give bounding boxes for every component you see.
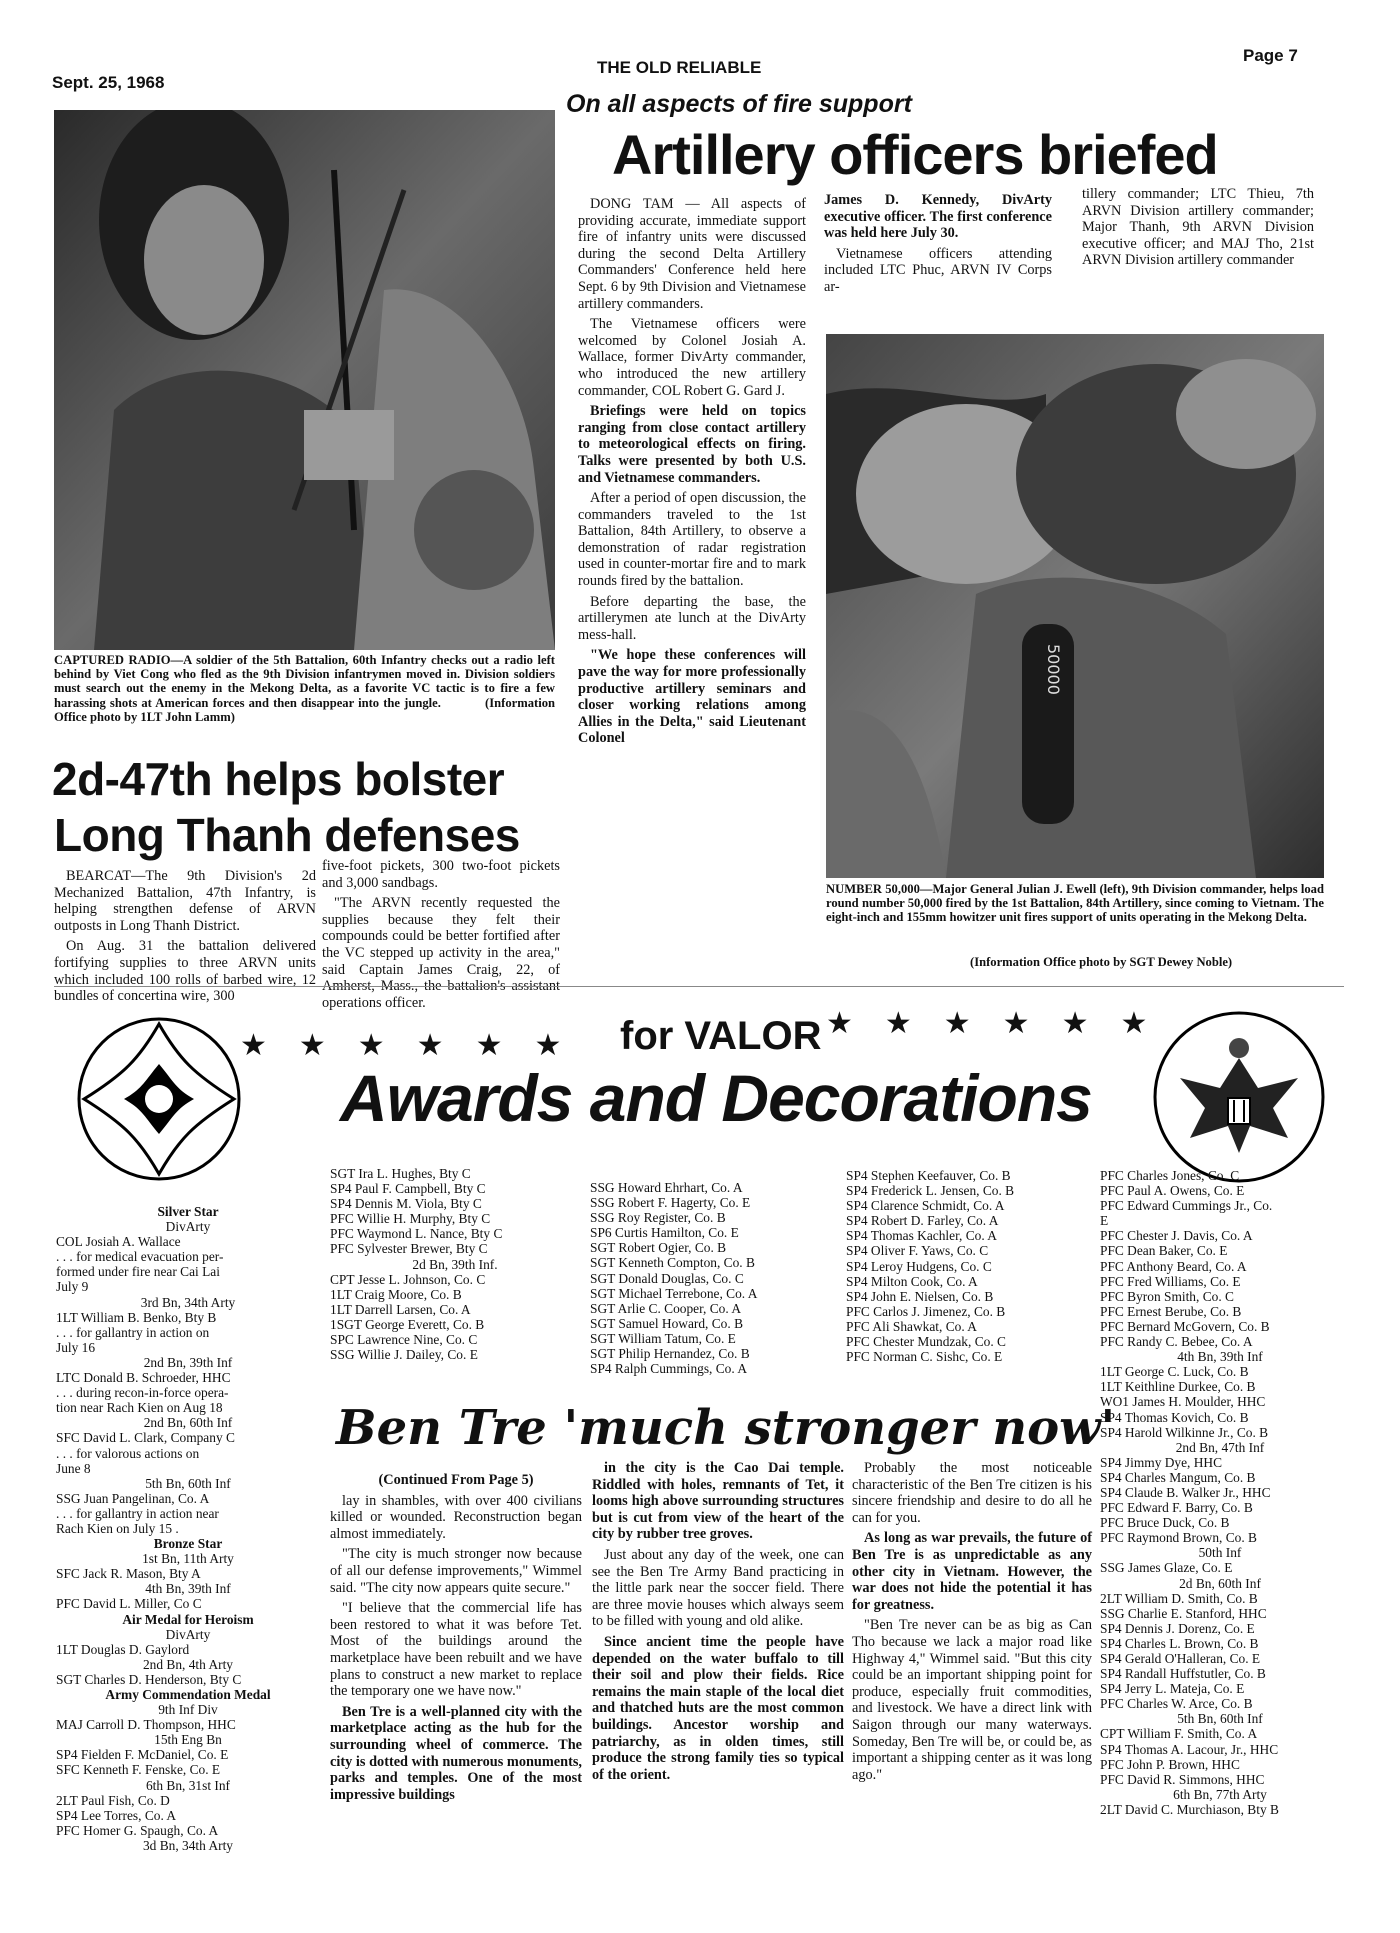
ben-tre-paragraph: lay in shambles, with over 400 civilians killed or wounded. Reconstruction began almost immediately. xyxy=(330,1492,582,1542)
award-entry: CPT Jesse L. Johnson, Co. C xyxy=(330,1271,486,1287)
award-entry: 2nd Bn, 60th Inf xyxy=(143,1415,233,1431)
ben-tre-paragraph: "The city is much stronger now because of all our defense improvements," Wimmel said. "The city now appears quite secure." xyxy=(330,1546,582,1596)
award-entry: 5th Bn, 60th Inf xyxy=(1177,1711,1263,1727)
award-entry: SP4 Paul F. Campbell, Bty C xyxy=(330,1181,486,1197)
ben-tre-paragraph: "Ben Tre never can be as big as Can Tho because we lack a major road like Highway 4," Wimmel said. "But this city could be an important shipping point for produce, especially fruit commodities, and livestock. We have a direct link with Saigon through our many waterways. Someday, Ben Tre will be, or could be, as important a shipping center as it was long ago." xyxy=(852,1617,1092,1783)
ben-tre-paragraph: As long as war prevails, the future of Ben Tre is as unpredictable as any other city in Vietnam. However, the war does not hide the potential it has for greatness. xyxy=(852,1530,1092,1613)
award-entry: . . . for gallantry in action on xyxy=(56,1324,210,1340)
ben-tre-paragraph: in the city is the Cao Dai temple. Riddled with holes, remnants of Tet, it looms high above surrounding structures but is cut from view of the heart of the city by rubber tree groves. xyxy=(592,1460,844,1543)
award-entry: SP4 Leroy Hudgens, Co. C xyxy=(846,1258,992,1274)
masthead: THE OLD RELIABLE xyxy=(597,58,762,77)
artillery-column-1 xyxy=(578,196,806,751)
octofoil-insignia-icon xyxy=(64,1004,254,1194)
award-entry: PFC David L. Miller, Co C xyxy=(56,1596,202,1612)
award-entry: 50th Inf xyxy=(1198,1545,1242,1561)
award-entry: SP4 Clarence Schmidt, Co. A xyxy=(846,1198,1005,1214)
award-entry: SP4 Jimmy Dye, HHC xyxy=(1100,1454,1223,1470)
issue-date: Sept. 25, 1968 xyxy=(52,73,165,92)
award-entry: PFC Bruce Duck, Co. B xyxy=(1100,1515,1230,1531)
award-entry: 2LT William D. Smith, Co. B xyxy=(1100,1590,1258,1606)
award-entry: Air Medal for Heroism xyxy=(122,1611,254,1627)
ben-tre-paragraph: Since ancient time the people have depended on the water buffalo to till their soil and plow their fields. Rice remains the main staple of the local diet and thatched huts are the most common buildings. Ancestor worship and patriarchy, as in olden times, still produce the strong family ties so typical of the orient. xyxy=(592,1633,844,1783)
artillery-paragraph: James D. Kennedy, DivArty executive officer. The first conference was held here July 30. xyxy=(824,192,1052,242)
award-entry: formed under fire near Cai Lai xyxy=(56,1264,220,1280)
long-thanh-paragraph: "The ARVN recently requested the supplies because they felt their compounds could be better fortified after the VC stepped up activity in the area," said Captain James Craig, 22, of Amherst, Mass., the battalion's assistant operations officer. xyxy=(322,895,560,1011)
artillery-paragraph: The Vietnamese officers were welcomed by Colonel Josiah A. Wallace, former DivArty commander, who introduced the new artillery commander, COL Robert G. Gard J. xyxy=(578,316,806,399)
award-entry: PFC John P. Brown, HHC xyxy=(1100,1756,1240,1772)
award-entry: PFC Carlos J. Jimenez, Co. B xyxy=(846,1303,1006,1319)
award-entry: PFC Paul A. Owens, Co. E xyxy=(1100,1183,1245,1199)
award-entry: SFC Kenneth F. Fenske, Co. E xyxy=(56,1762,221,1778)
award-entry: 2nd Bn, 47th Inf xyxy=(1175,1439,1265,1455)
award-entry: SSG Robert F. Hagerty, Co. E xyxy=(590,1195,751,1211)
award-entry: . . . for medical evacuation per- xyxy=(56,1249,224,1265)
award-entry: PFC Norman C. Sishc, Co. E xyxy=(846,1349,1003,1365)
award-entry: PFC Edward F. Barry, Co. B xyxy=(1100,1500,1253,1516)
ben-tre-paragraph: Probably the most noticeable characteristic of the Ben Tre citizen is his sincere friendship and desire to do all he can for you. xyxy=(852,1460,1092,1526)
awards-column-3 xyxy=(590,1180,840,1376)
round-50000-caption xyxy=(826,882,1324,925)
award-entry: 1LT Douglas D. Gaylord xyxy=(56,1641,190,1657)
award-entry: COL Josiah A. Wallace xyxy=(56,1234,181,1250)
award-entry: 1SGT George Everett, Co. B xyxy=(330,1316,485,1332)
award-entry: SP4 Stephen Keefauver, Co. B xyxy=(846,1168,1011,1183)
award-entry: SP4 Fielden F. McDaniel, Co. E xyxy=(56,1747,229,1763)
award-entry: PFC Raymond Brown, Co. B xyxy=(1100,1530,1257,1546)
long-thanh-paragraph: On Aug. 31 the battalion delivered fortifying supplies to three ARVN units which included 100 rolls of barbed wire, 12 bundles of concertina wire, 300 xyxy=(54,938,316,1005)
award-entry: DivArty xyxy=(165,1626,211,1642)
round-50000-caption-text: Major General Julian J. Ewell (left), 9th Division commander, helps load round number 50,000 fired by the 1st Battalion, 84th Artillery, since coming to Vietnam. The eight-inch and 155mm howitzer unit fires support of units operating in the Mekong Delta. xyxy=(826,882,1324,925)
captured-radio-photo xyxy=(54,110,555,650)
awards-column-4 xyxy=(846,1168,1096,1364)
award-entry: SP4 Oliver F. Yaws, Co. C xyxy=(846,1243,989,1259)
award-entry: 3rd Bn, 34th Arty xyxy=(140,1294,236,1310)
division-insignia xyxy=(64,1004,254,1194)
artillery-column-2 xyxy=(824,192,1052,300)
artillery-paragraph: tillery commander; LTC Thieu, 7th ARVN Division artillery commander; Major Thanh, 9th ARVN Division executive officer; and MAJ Tho, 21st ARVN Division artillery commander xyxy=(1082,186,1314,269)
ben-tre-column-1 xyxy=(330,1472,582,1807)
award-entry: 2d Bn, 39th Inf. xyxy=(412,1256,498,1272)
awards-column-5 xyxy=(1100,1168,1340,1817)
award-entry: SGT Michael Terrebone, Co. A xyxy=(590,1285,758,1301)
award-entry: SGT Kenneth Compton, Co. B xyxy=(590,1255,755,1271)
award-entry: SP4 Lee Torres, Co. A xyxy=(56,1807,177,1823)
award-entry: LTC Donald B. Schroeder, HHC xyxy=(56,1370,231,1386)
ben-tre-paragraph: (Continued From Page 5) xyxy=(378,1472,534,1488)
award-entry: 2LT David C. Murchiason, Bty B xyxy=(1100,1801,1279,1817)
artillery-column-3 xyxy=(1082,186,1314,273)
award-entry: PFC Chester Mundzak, Co. C xyxy=(846,1334,1006,1350)
captured-radio-credit: (Information Office photo by 1LT John Lamm) xyxy=(54,695,555,724)
award-entry: June 8 xyxy=(56,1460,91,1476)
award-entry: Silver Star xyxy=(157,1204,219,1219)
award-entry: SPC Lawrence Nine, Co. C xyxy=(330,1332,478,1348)
award-entry: 1LT William B. Benko, Bty B xyxy=(56,1309,217,1325)
award-entry: SGT Philip Hernandez, Co. B xyxy=(590,1346,750,1362)
long-thanh-column-2 xyxy=(322,858,560,1015)
award-entry: PFC Ali Shawkat, Co. A xyxy=(846,1318,977,1334)
award-entry: Bronze Star xyxy=(153,1536,223,1552)
award-entry: 5th Bn, 60th Inf xyxy=(145,1475,231,1491)
award-entry: SGT Donald Douglas, Co. C xyxy=(590,1270,744,1286)
valor-label: for VALOR xyxy=(620,1014,822,1058)
award-entry: PFC Charles W. Arce, Co. B xyxy=(1100,1696,1253,1712)
award-entry: 6th Bn, 31st Inf xyxy=(145,1777,231,1793)
section-divider xyxy=(54,986,1344,987)
award-entry: PFC Ernest Berube, Co. B xyxy=(1100,1303,1242,1319)
ben-tre-paragraph: Just about any day of the week, one can see the Ben Tre Army Band practicing in the little park near the soccer field. There are three movie houses which always seem to be filled with young and old alike. xyxy=(592,1546,844,1630)
award-entry: 1st Bn, 11th Arty xyxy=(142,1551,234,1567)
long-thanh-paragraph: BEARCAT—The 9th Division's 2d Mechanized Battalion, 47th Infantry, is helping strengthen defense of ARVN outposts in Long Thanh District. xyxy=(54,868,316,934)
award-entry: SGT William Tatum, Co. E xyxy=(590,1330,736,1346)
award-entry: SSG Howard Ehrhart, Co. A xyxy=(590,1180,743,1195)
artillery-paragraph: Vietnamese officers attending included LTC Phuc, ARVN IV Corps ar- xyxy=(824,245,1052,295)
round-50000-caption-lead: NUMBER 50,000— xyxy=(826,882,933,896)
award-entry: SP4 Gerald O'Halleran, Co. E xyxy=(1100,1651,1261,1666)
award-entry: SGT Arlie C. Cooper, Co. A xyxy=(590,1300,741,1316)
award-entry: 1LT Craig Moore, Co. B xyxy=(330,1286,462,1302)
award-entry: SFC David L. Clark, Company C xyxy=(56,1430,235,1446)
award-entry: SP4 Randall Huffstutler, Co. B xyxy=(1100,1666,1266,1682)
award-entry: PFC Chester J. Davis, Co. A xyxy=(1100,1228,1253,1244)
awards-title: Awards and Decorations xyxy=(340,1061,1092,1135)
valor-stars-right: ★★★★★★ xyxy=(826,1007,1180,1040)
award-entry: July 16 xyxy=(56,1339,96,1355)
award-entry: SP4 Harold Wilkinne Jr., Co. B xyxy=(1100,1424,1269,1440)
award-entry: PFC Fred Williams, Co. E xyxy=(1100,1273,1241,1289)
shell-number: 50000 xyxy=(1044,644,1063,695)
award-entry: SP4 Thomas A. Lacour, Jr., HHC xyxy=(1100,1741,1279,1757)
award-entry: Rach Kien on July 15 . xyxy=(56,1520,179,1536)
artillery-paragraph: Before departing the base, the artillerymen ate lunch at the DivArty mess-hall. xyxy=(578,593,806,643)
award-entry: PFC Willie H. Murphy, Bty C xyxy=(330,1211,491,1227)
award-entry: PFC Charles Jones, Co. C xyxy=(1100,1168,1240,1183)
award-entry: PFC Dean Baker, Co. E xyxy=(1100,1243,1228,1259)
award-entry: MAJ Carroll D. Thompson, HHC xyxy=(56,1717,236,1733)
award-entry: SP4 Claude B. Walker Jr., HHC xyxy=(1100,1484,1271,1500)
award-entry: WO1 James H. Moulder, HHC xyxy=(1100,1394,1266,1410)
long-thanh-column-1 xyxy=(54,868,316,1009)
award-entry: SGT Ira L. Hughes, Bty C xyxy=(330,1166,471,1181)
award-entry: 15th Eng Bn xyxy=(154,1732,222,1748)
ben-tre-headline: Ben Tre 'much stronger now' xyxy=(336,1400,1116,1456)
artillery-paragraph: DONG TAM — All aspects of providing accurate, immediate support fire of infantry units were discussed during the second Delta Artillery Commanders' Conference held here Sept. 6 by 9th Division and Vietnamese artillery commanders. xyxy=(578,196,806,312)
award-entry: PFC Sylvester Brewer, Bty C xyxy=(330,1241,488,1257)
ben-tre-column-2 xyxy=(592,1460,844,1787)
award-entry: SP4 Charles Mangum, Co. B xyxy=(1100,1469,1256,1485)
artillery-kicker: On all aspects of fire support xyxy=(566,90,912,118)
award-entry: PFC Homer G. Spaugh, Co. A xyxy=(56,1822,219,1838)
award-entry: 6th Bn, 77th Arty xyxy=(1173,1786,1267,1802)
award-entry: SSG Roy Register, Co. B xyxy=(590,1210,726,1226)
award-entry: 2LT Paul Fish, Co. D xyxy=(56,1792,170,1808)
artillery-paragraph: "We hope these conferences will pave the way for more professionally productive artillery seminars and closer working relations among Allies in the Delta," said Lieutenant Colonel xyxy=(578,647,806,747)
award-entry: SGT Robert Ogier, Co. B xyxy=(590,1240,727,1256)
award-entry: SP4 Thomas Kovich, Co. B xyxy=(1100,1409,1249,1425)
long-thanh-headline-1: 2d-47th helps bolster xyxy=(52,753,505,805)
award-entry: 4th Bn, 39th Inf xyxy=(145,1581,231,1597)
award-entry: PFC Bernard McGovern, Co. B xyxy=(1100,1318,1270,1334)
award-entry: . . . for gallantry in action near xyxy=(56,1505,219,1521)
captured-radio-caption-lead: CAPTURED RADIO— xyxy=(54,653,184,667)
artillery-headline: Artillery officers briefed xyxy=(612,123,1218,186)
award-entry: SSG James Glaze, Co. E xyxy=(1100,1560,1233,1576)
award-entry: SP4 Milton Cook, Co. A xyxy=(846,1273,978,1289)
round-50000-photo xyxy=(826,334,1324,878)
award-entry: SSG Charlie E. Stanford, HHC xyxy=(1100,1605,1267,1621)
award-entry: SP4 Dennis J. Dorenz, Co. E xyxy=(1100,1620,1255,1636)
award-entry: SP4 John E. Nielsen, Co. B xyxy=(846,1288,994,1304)
award-entry: Army Commendation Medal xyxy=(105,1687,271,1702)
ben-tre-paragraph: Ben Tre is a well-planned city with the marketplace acting as the hub for the surrounding wheel of commerce. The city is dotted with numerous monuments, parks and temples. One of the most impressive buildings xyxy=(330,1703,582,1803)
awards-column-2 xyxy=(330,1166,580,1362)
captured-radio-photo-art xyxy=(54,110,555,650)
award-entry: SP4 Jerry L. Mateja, Co. E xyxy=(1100,1681,1245,1697)
award-entry: SSG Juan Pangelinan, Co. A xyxy=(56,1490,210,1506)
award-entry: SP4 Charles L. Brown, Co. B xyxy=(1100,1635,1259,1651)
award-entry: SP4 Ralph Cummings, Co. A xyxy=(590,1361,747,1377)
award-entry: PFC David R. Simmons, HHC xyxy=(1100,1771,1265,1787)
long-thanh-paragraph: five-foot pickets, 300 two-foot pickets and 3,000 sandbags. xyxy=(322,858,560,891)
long-thanh-headline-2: Long Thanh defenses xyxy=(54,809,520,861)
ben-tre-paragraph: "I believe that the commercial life has been restored to what it was before Tet. Most of the buildings around the marketplace have been rebuilt and we have plans to construct a new market to replace the temporary one we have now." xyxy=(330,1600,582,1700)
award-entry: SP4 Dennis M. Viola, Bty C xyxy=(330,1196,482,1212)
award-entry: CPT William F. Smith, Co. A xyxy=(1100,1726,1258,1742)
award-entry: 4th Bn, 39th Inf xyxy=(1177,1349,1263,1365)
award-entry: 2nd Bn, 4th Arty xyxy=(142,1656,234,1672)
award-entry: SFC Jack R. Mason, Bty A xyxy=(56,1566,201,1582)
award-entry: 1LT Keithline Durkee, Co. B xyxy=(1100,1379,1256,1395)
award-entry: 3d Bn, 34th Arty xyxy=(142,1837,234,1853)
award-entry: . . . during recon-in-force opera- xyxy=(56,1385,229,1401)
captured-radio-caption-text: A soldier of the 5th Battalion, 60th Infantry checks out a radio left behind by Viet Cong who fled as the 9th Division infantrymen moved in. Division soldiers must search out the enemy in the Mekong Delta, as a favorite VC tactic is to fire a few harassing shots at American forces and then disappear into the jungle. xyxy=(54,653,555,710)
awards-column-1 xyxy=(56,1204,320,1853)
award-entry: 2d Bn, 60th Inf xyxy=(1179,1575,1261,1591)
award-entry: SP4 Robert D. Farley, Co. A xyxy=(846,1213,999,1229)
award-entry: SGT Charles D. Henderson, Bty C xyxy=(56,1671,242,1687)
page-number: Page 7 xyxy=(1243,46,1298,65)
award-entry: SP6 Curtis Hamilton, Co. E xyxy=(590,1225,739,1241)
ben-tre-column-3 xyxy=(852,1460,1092,1787)
award-entry: SP4 Thomas Kachler, Co. A xyxy=(846,1228,997,1244)
award-entry: E xyxy=(1100,1213,1109,1229)
award-entry: SSG Willie J. Dailey, Co. E xyxy=(330,1347,478,1363)
award-entry: DivArty xyxy=(165,1219,211,1235)
award-entry: PFC Anthony Beard, Co. A xyxy=(1100,1258,1247,1274)
captured-radio-caption xyxy=(54,653,555,724)
award-entry: 9th Inf Div xyxy=(158,1702,218,1718)
award-entry: SGT Samuel Howard, Co. B xyxy=(590,1315,743,1331)
award-entry: 1LT Darrell Larsen, Co. A xyxy=(330,1301,471,1317)
award-entry: July 9 xyxy=(56,1279,89,1295)
round-50000-credit: (Information Office photo by SGT Dewey Noble) xyxy=(970,955,1233,969)
award-entry: PFC Edward Cummings Jr., Co. xyxy=(1100,1198,1273,1214)
eagle-seal-icon xyxy=(1150,1008,1328,1186)
valor-stars-left: ★★★★★★ xyxy=(240,1029,594,1062)
award-entry: SP4 Frederick L. Jensen, Co. B xyxy=(846,1183,1015,1199)
award-entry: PFC Waymond L. Nance, Bty C xyxy=(330,1226,503,1242)
award-entry: . . . for valorous actions on xyxy=(56,1445,200,1461)
artillery-paragraph: Briefings were held on topics ranging from close contact artillery to meteorological effects on firing. Talks were presented by both U.S. and Vietnamese commanders. xyxy=(578,403,806,486)
award-entry: 1LT George C. Luck, Co. B xyxy=(1100,1364,1249,1380)
artillery-paragraph: After a period of open discussion, the commanders traveled to the 1st Battalion, 84th Artillery, to observe a demonstration of radar registration used in counter-mortar fire and to mark rounds fired by the battalion. xyxy=(578,490,806,590)
eagle-seal xyxy=(1150,1008,1328,1186)
award-entry: PFC Byron Smith, Co. C xyxy=(1100,1288,1234,1304)
award-entry: tion near Rach Kien on Aug 18 xyxy=(56,1400,223,1416)
round-50000-photo-art xyxy=(826,334,1324,878)
award-entry: PFC Randy C. Bebee, Co. A xyxy=(1100,1334,1253,1350)
award-entry: 2nd Bn, 39th Inf xyxy=(143,1354,233,1370)
